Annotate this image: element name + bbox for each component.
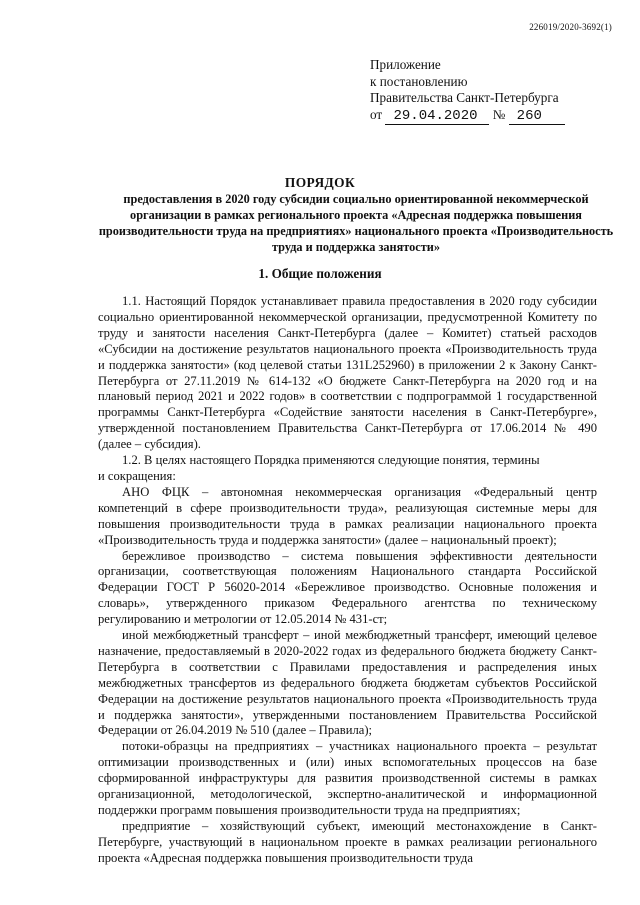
- definition-interbudget-transfer: иной межбюджетный трансферт – иной межбюджетный трансферт, имеющий целевое назначение, предоставляемый в 2020-2022 годах из федерального бюджета бюджету Санкт-Петербурга в соответствии с Правилами предоставления и распределения иных межбюджетных трансфертов из федерального бюджета бюджетам субъектов Российской Федерации на достижение результатов национального проекта «Производительность труда и поддержка занятости», утвержденными постановлением Правительства Российской Федерации от 26.04.2019 № 510 (далее – Правила);: [98, 628, 597, 738]
- appendix-block: [370, 57, 565, 125]
- number-label: №: [492, 106, 506, 122]
- appendix-line-2: к постановлению: [370, 73, 468, 89]
- resolution-number: 260: [516, 107, 542, 124]
- from-label: от: [370, 106, 383, 122]
- resolution-date: 29.04.2020: [393, 107, 478, 124]
- definition-sample-flows: потоки-образцы на предприятиях – участниках национального проекта – результат оптимизации производственных и (или) иных вспомогательных процессов на базе сформированной инфраструктуры для развития производственной системы в рамках организационной, методологической, экспертно-аналитической и информационной поддержки программ повышения производительности труда на предприятиях;: [98, 739, 597, 817]
- appendix-line-3: Правительства Санкт-Петербурга: [370, 90, 559, 105]
- definition-lean-production: бережливое производство – система повышения эффективности деятельности организации, соответствующая положениям Национального стандарта Российской Федерации ГОСТ Р 56020-2014 «Бережливое производство. Основные положения и словарь», утвержденного приказом Федерального агентства по техническому регулированию и метрологии от 12.05.2014 № 431-ст;: [98, 548, 597, 627]
- paragraph-1-1: 1.1. Настоящий Порядок устанавливает правила предоставления в 2020 году субсидии социально ориентированной некоммерческой организации, предусмотренной Комитету по труду и занятости населения Санкт-Петербурга (далее – Комитет) статьей расходов «Субсидии на достижение результатов национального проекта «Производительность труда и поддержка занятости» (код целевой статьи 131L252960) в приложении 2 к Закону Санкт-Петербурга от 27.11.2019 № 614-132 «О бюджете Санкт-Петербурга на 2020 год и на плановый период 2021 и 2022 годов» в соответствии с подпрограммой 1 государственной программы Санкт-Петербурга «Содействие занятости населения в Санкт-Петербурге», утвержденной постановлением Правительства Санкт-Петербурга от 17.06.2014 № 490 (далее – субсидия).: [98, 294, 597, 452]
- paragraph-1-2: 1.2. В целях настоящего Порядка применяются следующие понятия, термины: [122, 453, 540, 468]
- definition-enterprise: предприятие – хозяйствующий субъект, имеющий местонахождение в Санкт-Петербурге, участвующий в национальном проекте в рамках реализации регионального проекта «Адресная поддержка повышения производительности труда: [98, 818, 597, 865]
- paragraph-1-2-cont: и сокращения:: [98, 468, 176, 483]
- document-subtitle: предоставления в 2020 году субсидии социально ориентированной некоммерческой организации в рамках регионального проекта «Адресная поддержка повышения производительности труда на предприятиях» национального проекта «Производительность труда и поддержка занятости»: [98, 192, 614, 254]
- document-title: ПОРЯДОК: [284, 175, 356, 190]
- document-id: 226019/2020-3692(1): [529, 22, 612, 32]
- appendix-date-line: [370, 107, 565, 126]
- document-body: [98, 294, 597, 867]
- section-heading: 1. Общие положения: [258, 266, 382, 281]
- appendix-line-1: Приложение: [370, 57, 441, 72]
- definition-ano-fck: АНО ФЦК – автономная некоммерческая организация «Федеральный центр компетенций в сфере производительности труда», реализующая системные меры для повышения производительности труда в рамках реализации национального проекта «Производительность труда и поддержка занятости» (далее – национальный проект);: [98, 484, 597, 547]
